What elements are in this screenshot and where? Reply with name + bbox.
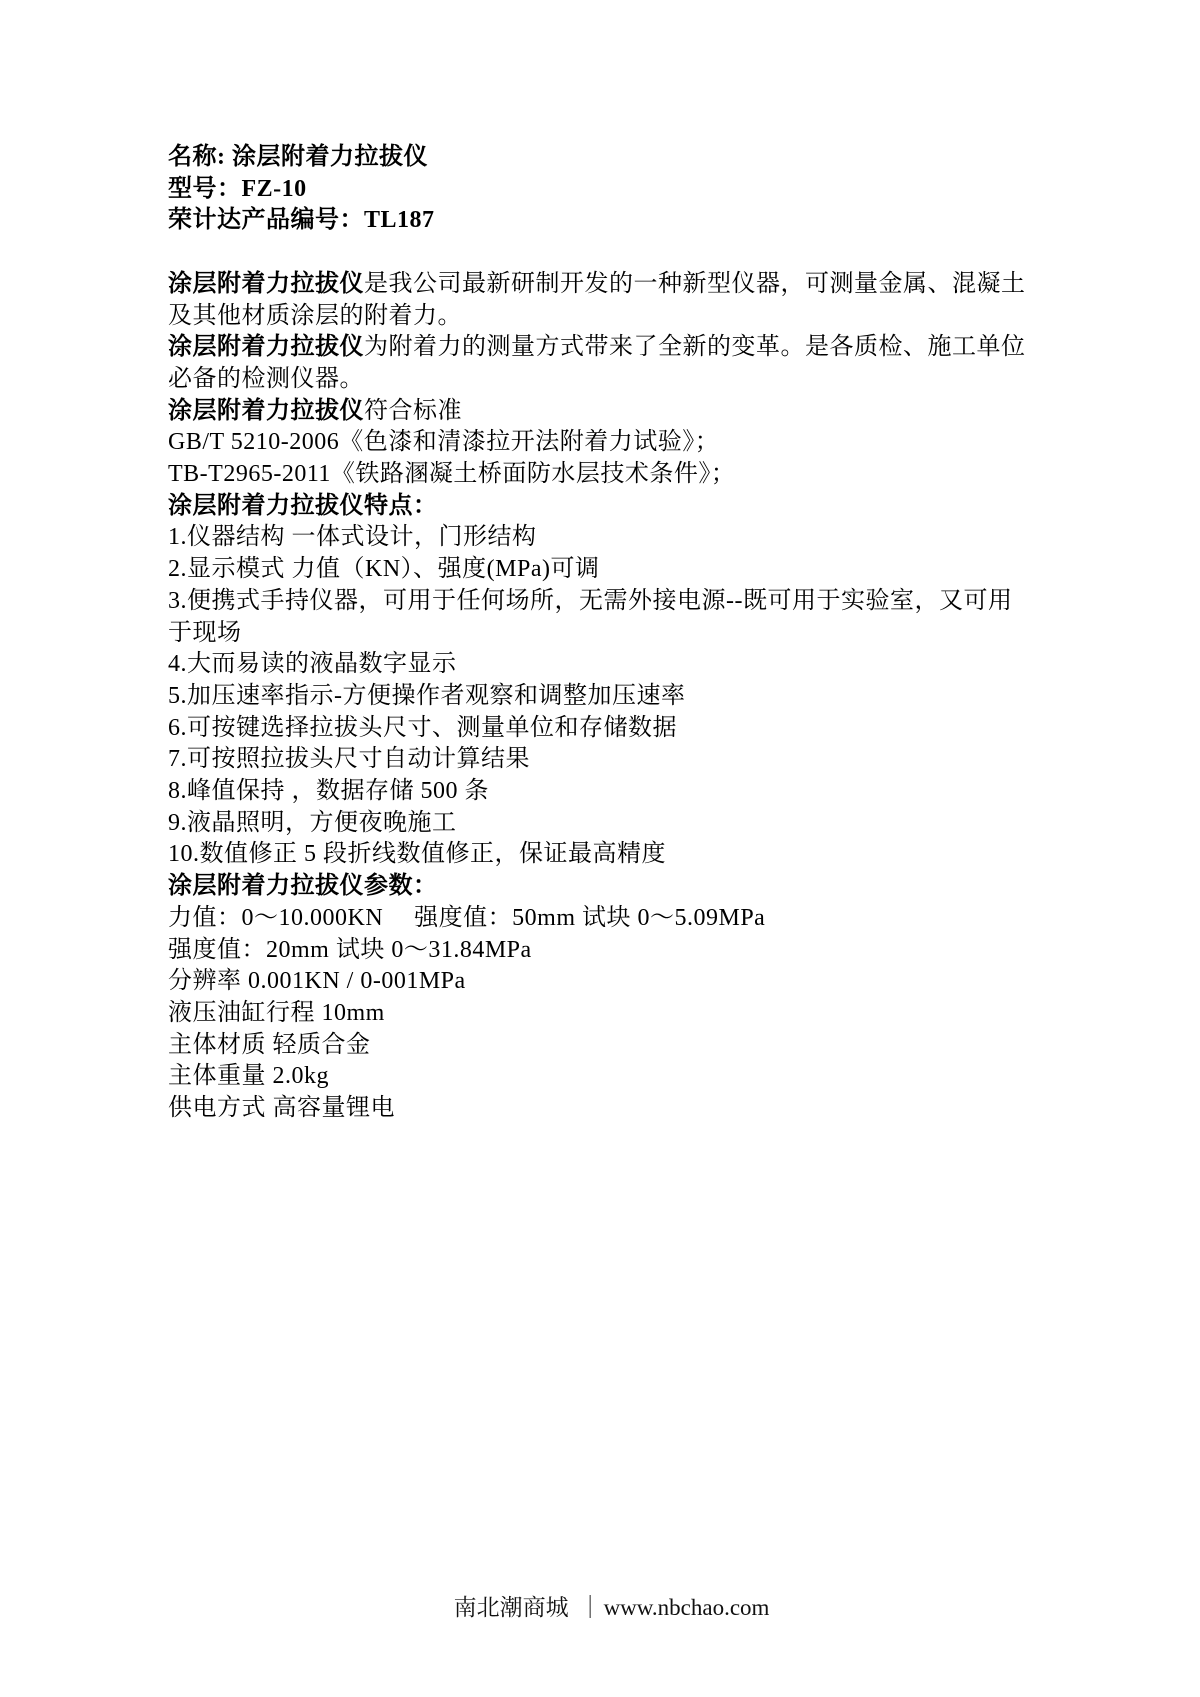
text-segment: TB-T2965-2011《铁路溷凝土桥面防水层技术条件》； [168,461,736,488]
text-segment: 液压油缸行程 10mm [168,999,385,1026]
bold-text-segment: 涂层附着力拉拔仪 [168,397,364,424]
doc-line [168,301,1058,333]
doc-line [168,364,1058,396]
bold-text-segment: 涂层附着力拉拔仪 [168,270,364,297]
doc-line [168,459,1058,491]
doc-line [168,966,1058,998]
bold-text-segment: 涂层附着力拉拔仪特点： [168,492,438,519]
doc-line [168,744,1058,776]
text-segment: 符合标准 [364,397,462,424]
doc-line [168,269,1058,301]
text-segment: 分辨率 0.001KN / 0-001MPa [168,968,466,995]
doc-line [168,142,1058,174]
document-body [168,142,1058,1125]
doc-line [168,1093,1058,1125]
footer-site-name: 南北潮商城 [453,1595,569,1620]
text-segment: 必备的检测仪器。 [168,365,364,392]
text-segment: 主体重量 2.0kg [168,1063,329,1090]
text-segment: 1.仪器结构 一体式设计，门形结构 [168,524,537,551]
doc-line [168,491,1058,523]
text-segment: 供电方式 高容量锂电 [168,1095,395,1122]
text-segment: 强度值：20mm 试块 0～31.84MPa [168,936,532,963]
doc-line [168,522,1058,554]
text-segment: 10.数值修正 5 段折线数值修正，保证最高精度 [168,841,666,868]
text-segment: 6.可按键选择拉拔头尺寸、测量单位和存储数据 [168,714,677,741]
text-segment: 5.加压速率指示-方便操作者观察和调整加压速率 [168,682,686,709]
doc-line [168,332,1058,364]
doc-line [168,808,1058,840]
footer-separator: ｜ [578,1595,602,1620]
text-segment: 及其他材质涂层的附着力。 [168,302,462,329]
doc-line [168,586,1058,618]
text-segment: 为附着力的测量方式带来了全新的变革。是各质检、施工单位 [364,334,1026,361]
text-segment: 8.峰值保持 ，数据存储 500 条 [168,778,489,805]
doc-line [168,1030,1058,1062]
text-segment: 3.便携式手持仪器，可用于任何场所，无需外接电源--既可用于实验室，又可用 [168,587,1013,614]
text-segment: 力值：0～10.000KN 强度值：50mm 试块 0～5.09MPa [168,904,766,931]
bold-text-segment: 荣计达产品编号：TL187 [168,207,435,234]
doc-line [168,618,1058,650]
text-segment: 4.大而易读的液晶数字显示 [168,651,457,678]
doc-line [168,396,1058,428]
text-segment: 主体材质 轻质合金 [168,1031,371,1058]
bold-text-segment: 涂层附着力拉拔仪参数： [168,873,438,900]
doc-line [168,998,1058,1030]
doc-line [168,205,1058,237]
doc-line [168,427,1058,459]
doc-line [168,1061,1058,1093]
doc-line [168,174,1058,206]
text-segment: 2.显示模式 力值（KN）、强度(MPa)可调 [168,556,600,583]
bold-text-segment: 型号：FZ-10 [168,175,307,202]
doc-line [168,681,1058,713]
doc-line [168,776,1058,808]
text-segment: GB/T 5210-2006《色漆和清漆拉开法附着力试验》； [168,429,720,456]
text-segment: 于现场 [168,619,242,646]
bold-text-segment: 涂层附着力拉拔仪 [168,334,364,361]
page-footer [0,1563,1200,1648]
blank-line [168,237,1058,269]
doc-line [168,871,1058,903]
doc-line [168,713,1058,745]
doc-line [168,649,1058,681]
doc-line [168,935,1058,967]
text-segment: 7.可按照拉拔头尺寸自动计算结果 [168,746,530,773]
doc-line [168,839,1058,871]
doc-line [168,903,1058,935]
bold-text-segment: 名称: 涂层附着力拉拔仪 [168,144,428,170]
text-segment: 是我公司最新研制开发的一种新型仪器，可测量金属、混凝土 [364,270,1026,297]
footer-url: www.nbchao.com [603,1595,770,1620]
doc-line [168,554,1058,586]
text-segment: 9.液晶照明，方便夜晚施工 [168,809,457,836]
